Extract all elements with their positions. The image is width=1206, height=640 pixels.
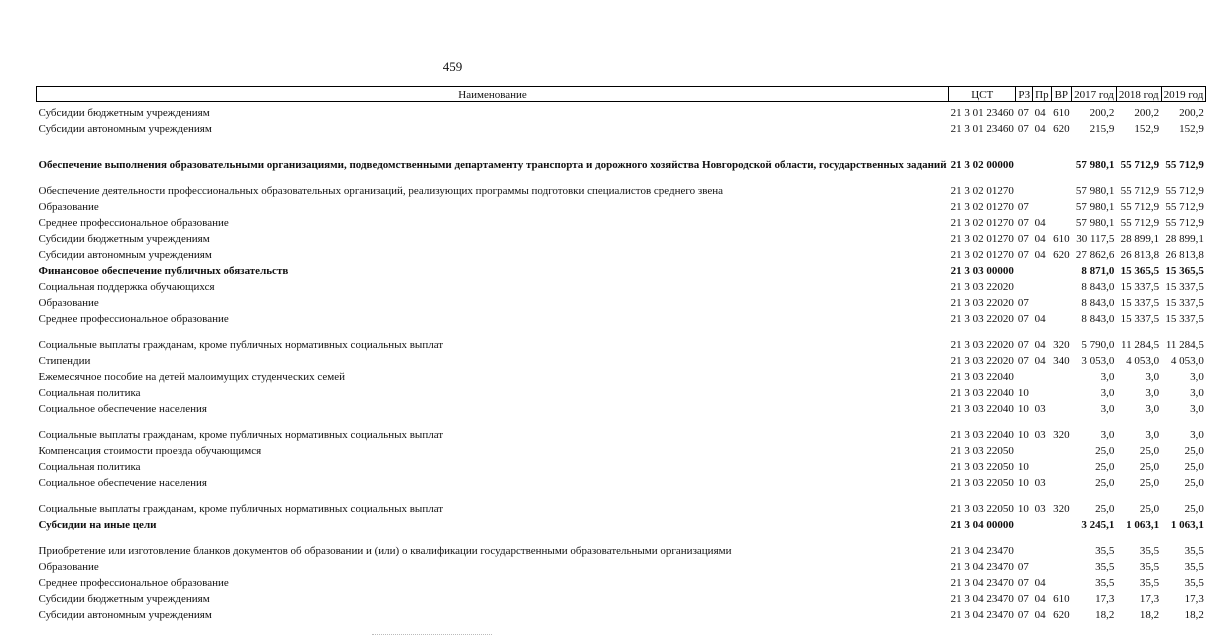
table-row: [37, 324, 1206, 350]
row-2019: 35,5: [1184, 560, 1204, 573]
row-pr: 04: [1034, 312, 1046, 325]
header-rz: РЗ: [1016, 87, 1033, 102]
row-cst: 21 3 03 22050: [950, 444, 1014, 457]
table-row: [37, 308, 1206, 324]
row-2017: 3 053,0: [1081, 354, 1115, 367]
row-pr: 04: [1034, 106, 1046, 119]
row-pr: [1033, 292, 1051, 308]
row-name: Субсидии автономным учреждениям: [38, 248, 212, 261]
row-2018: 25,0: [1139, 502, 1160, 515]
row-2019: 28 899,1: [1165, 232, 1204, 245]
row-rz: [1016, 366, 1033, 382]
row-cst: 21 3 03 22050: [950, 476, 1014, 489]
row-cst: 21 3 03 22020: [950, 280, 1014, 293]
row-2018: 35,5: [1139, 544, 1160, 557]
row-2018: 3,0: [1145, 402, 1160, 415]
row-pr: [1033, 456, 1051, 472]
row-cst: 21 3 03 22050: [950, 460, 1014, 473]
row-2019: 15 365,5: [1165, 264, 1204, 277]
row-2018: 25,0: [1139, 444, 1160, 457]
table-row: [37, 382, 1206, 398]
row-2017: 27 862,6: [1075, 248, 1115, 261]
row-2017: 3,0: [1100, 428, 1115, 441]
row-pr: [1033, 556, 1051, 572]
table-row: [37, 604, 1206, 620]
row-name: Среднее профессиональное образование: [38, 576, 229, 589]
table-row: [37, 228, 1206, 244]
row-pr: [1033, 196, 1051, 212]
row-pr: [1033, 134, 1051, 170]
row-2019: 25,0: [1184, 476, 1204, 489]
row-vr: 320: [1053, 428, 1070, 441]
row-2018: 55 712,9: [1120, 216, 1160, 229]
row-rz: 10: [1017, 386, 1029, 399]
table-header-row: [37, 87, 1206, 102]
row-name: Финансовое обеспечение публичных обязательств: [38, 264, 289, 277]
row-2017: 35,5: [1095, 560, 1115, 573]
row-2019: 25,0: [1184, 502, 1204, 515]
row-pr: [1033, 260, 1051, 276]
row-cst: 21 3 02 01270: [950, 200, 1014, 213]
row-name: Стипендии: [38, 354, 91, 367]
row-2018: 25,0: [1139, 476, 1160, 489]
row-cst: 21 3 03 22020: [950, 296, 1014, 309]
header-2017: 2017 год: [1072, 87, 1117, 102]
table-row: [37, 212, 1206, 228]
row-name: Субсидии бюджетным учреждениям: [38, 106, 210, 119]
row-pr: [1033, 366, 1051, 382]
row-2018: 55 712,9: [1120, 158, 1160, 171]
row-pr: 03: [1034, 476, 1046, 489]
row-rz: [1016, 170, 1033, 196]
table-row: [37, 572, 1206, 588]
page-footer-mark: [372, 634, 492, 637]
row-2018: 15 337,5: [1120, 280, 1160, 293]
row-pr: 04: [1034, 354, 1046, 367]
table-row: [37, 118, 1206, 134]
table-row: [37, 530, 1206, 556]
row-2018: 11 284,5: [1121, 338, 1160, 351]
row-vr: [1051, 382, 1072, 398]
row-cst: 21 3 04 23470: [950, 560, 1014, 573]
row-2019: 35,5: [1184, 576, 1204, 589]
header-2019: 2019 год: [1161, 87, 1206, 102]
row-vr: 620: [1053, 608, 1070, 621]
row-pr: [1033, 276, 1051, 292]
row-pr: 04: [1034, 216, 1046, 229]
page-number: 459: [442, 59, 463, 74]
row-2019: 55 712,9: [1165, 184, 1204, 197]
row-cst: 21 3 02 01270: [950, 216, 1014, 229]
row-2017: 30 117,5: [1076, 232, 1115, 245]
row-vr: [1051, 308, 1072, 324]
row-vr: [1051, 134, 1072, 170]
row-rz: 10: [1017, 460, 1029, 473]
row-pr: 04: [1034, 592, 1046, 605]
row-rz: [1016, 276, 1033, 292]
row-pr: 04: [1034, 122, 1046, 135]
row-2018: 35,5: [1139, 576, 1160, 589]
row-2018: 3,0: [1145, 386, 1160, 399]
row-cst: 21 3 04 00000: [950, 518, 1014, 531]
header-vr: ВР: [1051, 87, 1072, 102]
table-row: [37, 456, 1206, 472]
row-vr: [1051, 170, 1072, 196]
row-cst: 21 3 01 23460: [950, 122, 1014, 135]
row-pr: [1033, 530, 1051, 556]
row-pr: [1033, 170, 1051, 196]
row-pr: 04: [1034, 248, 1046, 261]
row-vr: [1051, 440, 1072, 456]
row-cst: 21 3 04 23470: [950, 608, 1014, 621]
table-row: [37, 102, 1206, 118]
row-2019: 55 712,9: [1165, 216, 1204, 229]
row-name: Ежемесячное пособие на детей малоимущих студенческих семей: [38, 370, 345, 383]
row-2019: 200,2: [1179, 106, 1204, 119]
row-vr: [1051, 212, 1072, 228]
row-rz: 10: [1017, 402, 1029, 415]
row-2018: 26 813,8: [1120, 248, 1160, 261]
row-2019: 11 284,5: [1165, 338, 1204, 351]
row-cst: 21 3 03 22020: [950, 312, 1014, 325]
row-rz: [1016, 530, 1033, 556]
row-2018: 35,5: [1139, 560, 1160, 573]
row-rz: 07: [1017, 296, 1029, 309]
row-pr: 03: [1034, 428, 1046, 441]
row-rz: [1016, 134, 1033, 170]
row-2017: 17,3: [1095, 592, 1115, 605]
budget-table: [36, 86, 1206, 620]
row-2018: 3,0: [1145, 370, 1160, 383]
row-vr: 610: [1053, 232, 1070, 245]
row-2017: 5 790,0: [1081, 338, 1115, 351]
row-2019: 35,5: [1184, 544, 1204, 557]
row-cst: 21 3 03 22040: [950, 370, 1014, 383]
row-2018: 15 365,5: [1120, 264, 1160, 277]
table-row: [37, 414, 1206, 440]
row-pr: [1033, 440, 1051, 456]
row-2017: 3,0: [1100, 370, 1115, 383]
row-cst: 21 3 02 01270: [950, 232, 1014, 245]
row-rz: 07: [1017, 232, 1029, 245]
row-rz: [1016, 260, 1033, 276]
row-2019: 18,2: [1184, 608, 1204, 621]
row-pr: 04: [1034, 232, 1046, 245]
table-row: [37, 514, 1206, 530]
table-row: [37, 472, 1206, 488]
row-2017: 57 980,1: [1075, 184, 1115, 197]
row-vr: [1051, 456, 1072, 472]
row-2019: 3,0: [1190, 370, 1204, 383]
row-vr: [1051, 276, 1072, 292]
table-row: [37, 556, 1206, 572]
row-name: Среднее профессиональное образование: [38, 312, 229, 325]
row-vr: 340: [1053, 354, 1070, 367]
row-rz: 07: [1017, 248, 1029, 261]
row-2018: 4 053,0: [1126, 354, 1160, 367]
row-name: Образование: [38, 200, 99, 213]
table-row: [37, 588, 1206, 604]
header-name: Наименование: [37, 87, 949, 102]
row-cst: 21 3 03 22040: [950, 402, 1014, 415]
row-name: Субсидии автономным учреждениям: [38, 122, 212, 135]
row-cst: 21 3 04 23470: [950, 592, 1014, 605]
row-2017: 8 843,0: [1081, 312, 1115, 325]
row-2019: 26 813,8: [1165, 248, 1204, 261]
row-name: Образование: [38, 560, 99, 573]
row-cst: 21 3 03 22050: [950, 502, 1014, 515]
row-2018: 18,2: [1139, 608, 1160, 621]
row-rz: 07: [1017, 338, 1029, 351]
row-name: Компенсация стоимости проезда обучающимся: [38, 444, 262, 457]
row-2019: 55 712,9: [1165, 200, 1204, 213]
row-2019: 3,0: [1190, 386, 1204, 399]
row-rz: 07: [1017, 608, 1029, 621]
table-row: [37, 244, 1206, 260]
row-2019: 15 337,5: [1165, 280, 1204, 293]
row-2017: 25,0: [1095, 476, 1115, 489]
row-rz: 07: [1017, 200, 1029, 213]
row-name: Образование: [38, 296, 99, 309]
row-name: Субсидии автономным учреждениям: [38, 608, 212, 621]
row-cst: 21 3 02 01270: [950, 184, 1014, 197]
row-2017: 3 245,1: [1081, 518, 1115, 531]
row-2018: 17,3: [1139, 592, 1160, 605]
row-cst: 21 3 03 00000: [950, 264, 1014, 277]
row-vr: [1051, 260, 1072, 276]
table-row: [37, 196, 1206, 212]
table-row: [37, 134, 1206, 170]
row-name: Социальные выплаты гражданам, кроме публичных нормативных социальных выплат: [38, 502, 444, 515]
row-2018: 15 337,5: [1120, 312, 1160, 325]
row-2017: 200,2: [1089, 106, 1115, 119]
row-name: Социальные выплаты гражданам, кроме публичных нормативных социальных выплат: [38, 428, 444, 441]
table-row: [37, 366, 1206, 382]
row-name: Приобретение или изготовление бланков документов об образовании и (или) о квалификации государственными образовательными организациями: [38, 544, 732, 557]
row-pr: 03: [1034, 402, 1046, 415]
row-2019: 25,0: [1184, 460, 1204, 473]
table-row: [37, 488, 1206, 514]
row-2017: 35,5: [1095, 576, 1115, 589]
row-rz: 07: [1017, 106, 1029, 119]
row-vr: 610: [1053, 592, 1070, 605]
row-name: Среднее профессиональное образование: [38, 216, 229, 229]
row-rz: 07: [1017, 216, 1029, 229]
table-row: [37, 260, 1206, 276]
row-rz: 07: [1017, 354, 1029, 367]
row-2017: 25,0: [1095, 460, 1115, 473]
row-2019: 152,9: [1179, 122, 1204, 135]
row-cst: 21 3 01 23460: [950, 106, 1014, 119]
row-name: Субсидии бюджетным учреждениям: [38, 232, 210, 245]
row-2017: 18,2: [1095, 608, 1115, 621]
row-2018: 55 712,9: [1120, 184, 1160, 197]
row-2018: 55 712,9: [1120, 200, 1160, 213]
row-pr: 04: [1034, 338, 1046, 351]
row-rz: 07: [1017, 592, 1029, 605]
row-cst: 21 3 03 22040: [950, 428, 1014, 441]
row-2018: 15 337,5: [1120, 296, 1160, 309]
table-row: [37, 440, 1206, 456]
row-name: Социальное обеспечение населения: [38, 476, 207, 489]
row-cst: 21 3 03 22040: [950, 386, 1014, 399]
row-2019: 15 337,5: [1165, 296, 1204, 309]
row-vr: [1051, 572, 1072, 588]
row-2018: 25,0: [1139, 460, 1160, 473]
row-2019: 55 712,9: [1165, 158, 1204, 171]
row-vr: 620: [1053, 122, 1070, 135]
row-2017: 25,0: [1095, 502, 1115, 515]
row-2018: 152,9: [1134, 122, 1160, 135]
row-vr: [1051, 366, 1072, 382]
row-name: Обеспечение деятельности профессиональных образовательных организаций, реализующих программы подготовки специалистов среднего звена: [38, 184, 723, 197]
table-row: [37, 350, 1206, 366]
row-vr: [1051, 398, 1072, 414]
row-rz: 10: [1017, 502, 1029, 515]
row-rz: 10: [1017, 428, 1029, 441]
row-vr: [1051, 196, 1072, 212]
row-pr: 04: [1034, 608, 1046, 621]
row-cst: 21 3 04 23470: [950, 544, 1014, 557]
row-vr: [1051, 292, 1072, 308]
row-vr: 320: [1053, 502, 1070, 515]
row-2018: 3,0: [1145, 428, 1160, 441]
row-name: Субсидии на иные цели: [38, 518, 157, 531]
row-name: Субсидии бюджетным учреждениям: [38, 592, 210, 605]
table-row: [37, 170, 1206, 196]
row-rz: 07: [1017, 122, 1029, 135]
row-2019: 15 337,5: [1165, 312, 1204, 325]
row-2019: 17,3: [1184, 592, 1204, 605]
row-2017: 57 980,1: [1075, 200, 1115, 213]
row-cst: 21 3 04 23470: [950, 576, 1014, 589]
row-pr: [1033, 382, 1051, 398]
row-rz: 07: [1017, 576, 1029, 589]
row-2019: 3,0: [1190, 402, 1204, 415]
row-vr: [1051, 556, 1072, 572]
row-2017: 35,5: [1095, 544, 1115, 557]
row-2017: 8 871,0: [1081, 264, 1115, 277]
row-2017: 3,0: [1100, 402, 1115, 415]
header-cst: ЦСТ: [949, 87, 1016, 102]
header-pr: Пр: [1033, 87, 1051, 102]
row-cst: 21 3 02 01270: [950, 248, 1014, 261]
row-2019: 4 053,0: [1170, 354, 1204, 367]
row-name: Социальное обеспечение населения: [38, 402, 207, 415]
row-2019: 25,0: [1184, 444, 1204, 457]
row-pr: 04: [1034, 576, 1046, 589]
row-rz: [1016, 514, 1033, 530]
row-pr: 03: [1034, 502, 1046, 515]
row-vr: 320: [1053, 338, 1070, 351]
header-2018: 2018 год: [1116, 87, 1161, 102]
table-body: [37, 102, 1206, 620]
row-2017: 25,0: [1095, 444, 1115, 457]
row-2017: 57 980,1: [1075, 158, 1115, 171]
row-pr: [1033, 514, 1051, 530]
table-row: [37, 292, 1206, 308]
row-cst: 21 3 03 22020: [950, 354, 1014, 367]
row-vr: [1051, 472, 1072, 488]
row-vr: [1051, 530, 1072, 556]
row-name: Социальные выплаты гражданам, кроме публичных нормативных социальных выплат: [38, 338, 444, 351]
row-name: Социальная политика: [38, 386, 141, 399]
row-rz: 07: [1017, 560, 1029, 573]
row-2017: 8 843,0: [1081, 296, 1115, 309]
row-2017: 3,0: [1100, 386, 1115, 399]
row-vr: 610: [1053, 106, 1070, 119]
row-2017: 215,9: [1089, 122, 1115, 135]
table-row: [37, 276, 1206, 292]
row-2018: 1 063,1: [1126, 518, 1160, 531]
row-2019: 1 063,1: [1170, 518, 1204, 531]
row-name: Социальная поддержка обучающихся: [38, 280, 215, 293]
table-row: [37, 398, 1206, 414]
row-rz: 10: [1017, 476, 1029, 489]
row-rz: [1016, 440, 1033, 456]
row-name: Обеспечение выполнения образовательными организациями, подведомственными департаменту транспорта и дорожного хозяйства Новгородской области, государственных заданий: [38, 158, 947, 171]
row-cst: 21 3 02 00000: [950, 158, 1014, 171]
row-vr: 620: [1053, 248, 1070, 261]
row-cst: 21 3 03 22020: [950, 338, 1014, 351]
row-vr: [1051, 514, 1072, 530]
row-2017: 8 843,0: [1081, 280, 1115, 293]
row-2018: 28 899,1: [1120, 232, 1160, 245]
row-name: Социальная политика: [38, 460, 141, 473]
row-2017: 57 980,1: [1075, 216, 1115, 229]
row-2018: 200,2: [1134, 106, 1160, 119]
row-rz: 07: [1017, 312, 1029, 325]
row-2019: 3,0: [1190, 428, 1204, 441]
